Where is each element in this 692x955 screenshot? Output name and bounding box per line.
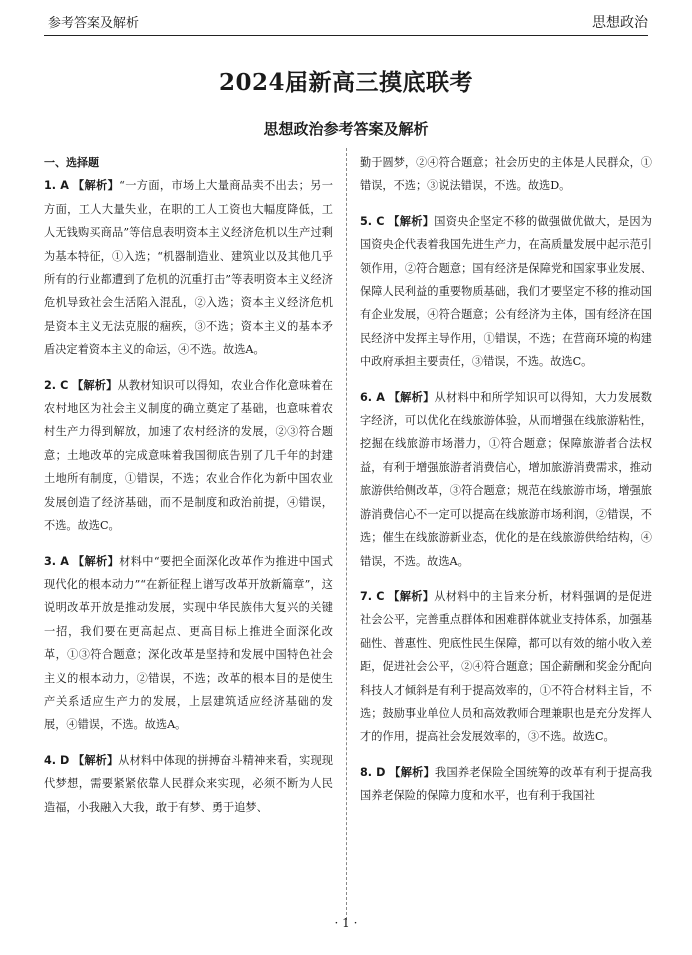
question-number: 1. A [44,179,69,193]
question-item [360,761,652,808]
analysis-tag: 【解析】 [388,214,435,228]
question-number: 2. C [44,378,69,392]
page-number: · 1 · [334,916,358,930]
analysis-tag: 【解析】 [388,589,435,603]
left-column [44,151,333,831]
column-divider [346,148,347,920]
question-text: 材料中“要把全面深化改革作为推进中国式现代化的根本动力”“在新征程上谱写改革开放新篇章”，这说明改革开放是推动发展，实现中华民族伟大复兴的关键一招，我们要在更高起点、更高目标上推进全面深化改革，①③符合题意；深化改革是坚持和发展中国特色社会主义的根本动力，②错误，不选；改革的根本目的是使生产关系适应生产力的发展，上层建筑适应经济基础的发展，④错误，不选。故选A。 [44,554,333,732]
question-item [360,585,652,749]
question-text: 从材料中体现的拼搏奋斗精神来看，实现现代梦想，需要紧紧依靠人民群众来实现，必须不断为人民造福，小我融入大我，敢于有梦、勇于追梦、 [44,753,333,814]
page-title: 2024届新高三摸底联考 [218,69,473,96]
question-item [44,550,333,737]
analysis-tag: 【解析】 [389,765,436,779]
question-number: 8. D [360,765,386,779]
analysis-tag: 【解析】 [388,390,435,404]
continued-text: 勤于圆梦，②④符合题意；社会历史的主体是人民群众，①错误，不选；③说法错误，不选。故选D。 [360,156,652,193]
question-item [360,210,652,374]
question-number: 4. D [44,753,70,767]
question-text: 国资央企坚定不移的做强做优做大，是因为国资央企代表着我国先进生产力，在高质量发展中起示范引领作用，②符合题意；国有经济是保障党和国家事业发展、保障人民利益的重要物质基础，我们才要坚定不移的推动国有企业发展，④符合题意；公有经济为主体，国有经济在国民经济中发挥主导作用，①错误，不选；在营商环境的构建中政府承担主要责任，③错误，不选。故选C。 [360,214,652,369]
question-text: 从教材知识可以得知，农业合作化意味着在农村地区为社会主义制度的确立奠定了基础，也意味着农村生产力得到解放，加速了农村经济的发展，②③符合题意；土地改革的完成意味着我国彻底告别了几千年的封建土地所有制度，①错误，不选；农业合作化为新中国农业发展创造了经济基础，而不是制度和政治前提，④错误，不选。故选C。 [44,378,333,533]
analysis-tag: 【解析】 [72,554,120,568]
question-item [360,386,652,573]
question-text: “一方面，市场上大量商品卖不出去；另一方面，工人大量失业，在职的工人工资也大幅度降低，工人无钱购买商品”等信息表明资本主义经济危机以生产过剩为基本特征，①入选；“机器制造业、建筑业以及其他几乎所有的行业都遭到了危机的沉重打击”等表明资本主义经济危机导致社会生活陷入混乱，②入选；资本主义经济危机是资本主义无法克服的痼疾，③不选；资本主义的基本矛盾决定着资本主义的命运，④不选。故选A。 [44,179,333,357]
question-number: 3. A [44,554,69,568]
analysis-tag: 【解析】 [72,179,120,193]
question-text: 从材料中的主旨来分析，材料强调的是促进社会公平，完善重点群体和困难群体就业支持体系，加强基础性、普惠性、兜底性民生保障，都可以有效的缩小收入差距，促进社会公平，②④符合题意；国企薪酬和奖金分配向科技人才倾斜是有利于提高效率的，①不符合材料主旨，不选；鼓励事业单位人员和高效教师合理兼职也是充分发挥人才的作用，提高社会发展效率的，③不选。故选C。 [360,589,652,744]
page-subtitle: 思想政治参考答案及解析 [263,120,429,138]
header-right: 思想政治 [592,15,648,31]
question-number: 7. C [360,589,385,603]
header-left: 参考答案及解析 [48,16,140,31]
header-rule [44,35,648,36]
right-column [360,151,652,820]
question-number: 5. C [360,214,385,228]
question-text: 我国养老保险全国统筹的改革有利于提高我国养老保险的保障力度和水平，也有利于我国社 [360,765,652,803]
question-item [44,374,333,538]
question-number: 6. A [360,390,385,404]
question-item [44,174,333,361]
analysis-tag: 【解析】 [72,378,118,392]
question-text: 从材料中和所学知识可以得知，大力发展数字经济，可以优化在线旅游体验，从而增强在线旅游粘性，挖掘在线旅游市场潜力，①符合题意；保障旅游者合法权益，有利于增强旅游者消费信心，增加旅游消费需求，推动旅游供给侧改革，③符合题意；规范在线旅游市场，增强旅游消费信心不一定可以提高在线旅游市场利润，②错误，不选；催生在线旅游新业态，优化的是在线旅游供给结构，④错误，不选。故选A。 [360,390,652,568]
question-item [44,749,333,819]
analysis-tag: 【解析】 [73,753,119,767]
section-heading: 一、选择题 [44,156,99,169]
